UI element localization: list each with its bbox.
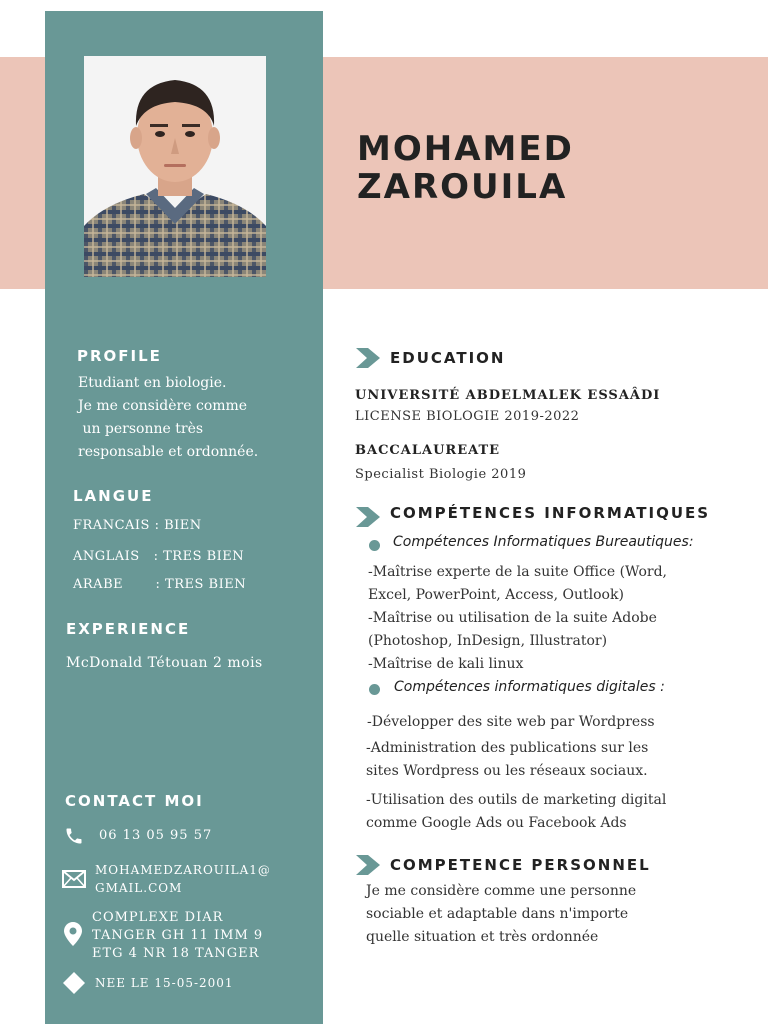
competences-group2-title: Compétences informatiques digitales : bbox=[394, 679, 665, 695]
contact-birth: NEE LE 15-05-2001 bbox=[95, 976, 234, 990]
contact-phone: 06 13 05 95 57 bbox=[99, 828, 213, 843]
education-heading: EDUCATION bbox=[390, 349, 506, 367]
competences-group2-item1: -Développer des site web par Wordpress bbox=[367, 714, 655, 730]
contact-heading: CONTACT MOI bbox=[65, 792, 204, 810]
langue-heading: LANGUE bbox=[73, 487, 154, 505]
competences-group2-item2: -Administration des publications sur les sites Wordpress ou les réseaux sociaux. bbox=[366, 740, 649, 779]
langue-item-anglais: ANGLAIS : TRES BIEN bbox=[73, 549, 245, 564]
chevron-right-icon bbox=[356, 855, 382, 875]
contact-address: COMPLEXE DIAR TANGER GH 11 IMM 9 ETG 4 NR 18 TANGER bbox=[92, 910, 264, 961]
envelope-icon bbox=[62, 870, 86, 888]
competences-heading: COMPÉTENCES INFORMATIQUES bbox=[390, 504, 711, 522]
langue-item-francais: FRANCAIS : BIEN bbox=[73, 518, 202, 533]
candidate-name bbox=[357, 130, 574, 206]
bullet-dot-icon bbox=[369, 684, 380, 695]
phone-icon bbox=[64, 826, 84, 846]
location-pin-icon bbox=[64, 922, 82, 946]
competences-group1-title: Compétences Informatiques Bureautiques: bbox=[393, 534, 694, 550]
profile-photo bbox=[84, 56, 266, 277]
education-detail-2: Specialist Biologie 2019 bbox=[355, 467, 527, 482]
chevron-right-icon bbox=[356, 507, 382, 527]
bullet-dot-icon bbox=[369, 540, 380, 551]
profile-heading: PROFILE bbox=[77, 347, 162, 365]
langue-item-arabe: ARABE : TRES BIEN bbox=[73, 577, 247, 592]
experience-text: McDonald Tétouan 2 mois bbox=[66, 655, 263, 671]
chevron-right-icon bbox=[356, 348, 382, 368]
name-line-1: MOHAMED bbox=[357, 129, 574, 169]
personnel-heading: COMPETENCE PERSONNEL bbox=[390, 856, 651, 874]
education-school-2: BACCALAUREATE bbox=[355, 443, 501, 458]
name-line-2: ZAROUILA bbox=[357, 167, 568, 207]
diamond-icon bbox=[62, 971, 86, 995]
experience-heading: EXPERIENCE bbox=[66, 620, 191, 638]
education-detail-1: LICENSE BIOLOGIE 2019-2022 bbox=[355, 409, 580, 424]
competences-group2-item3: -Utilisation des outils de marketing digital comme Google Ads ou Facebook Ads bbox=[366, 792, 667, 831]
education-school-1: UNIVERSITÉ ABDELMALEK ESSAÂDI bbox=[355, 388, 661, 403]
personnel-text: Je me considère comme une personne sociable et adaptable dans n'importe quelle situation et très ordonnée bbox=[366, 883, 637, 945]
competences-group1-text: -Maîtrise experte de la suite Office (Word, Excel, PowerPoint, Access, Outlook) -Maîtrise ou utilisation de la suite Adobe (Photoshop, InDesign, Illustrator) -Maîtrise de kali linux bbox=[368, 564, 668, 672]
contact-email: MOHAMEDZAROUILA1@ GMAIL.COM bbox=[95, 863, 271, 895]
profile-text: Etudiant en biologie. Je me considère comme un personne très responsable et ordonnée. bbox=[78, 375, 259, 460]
